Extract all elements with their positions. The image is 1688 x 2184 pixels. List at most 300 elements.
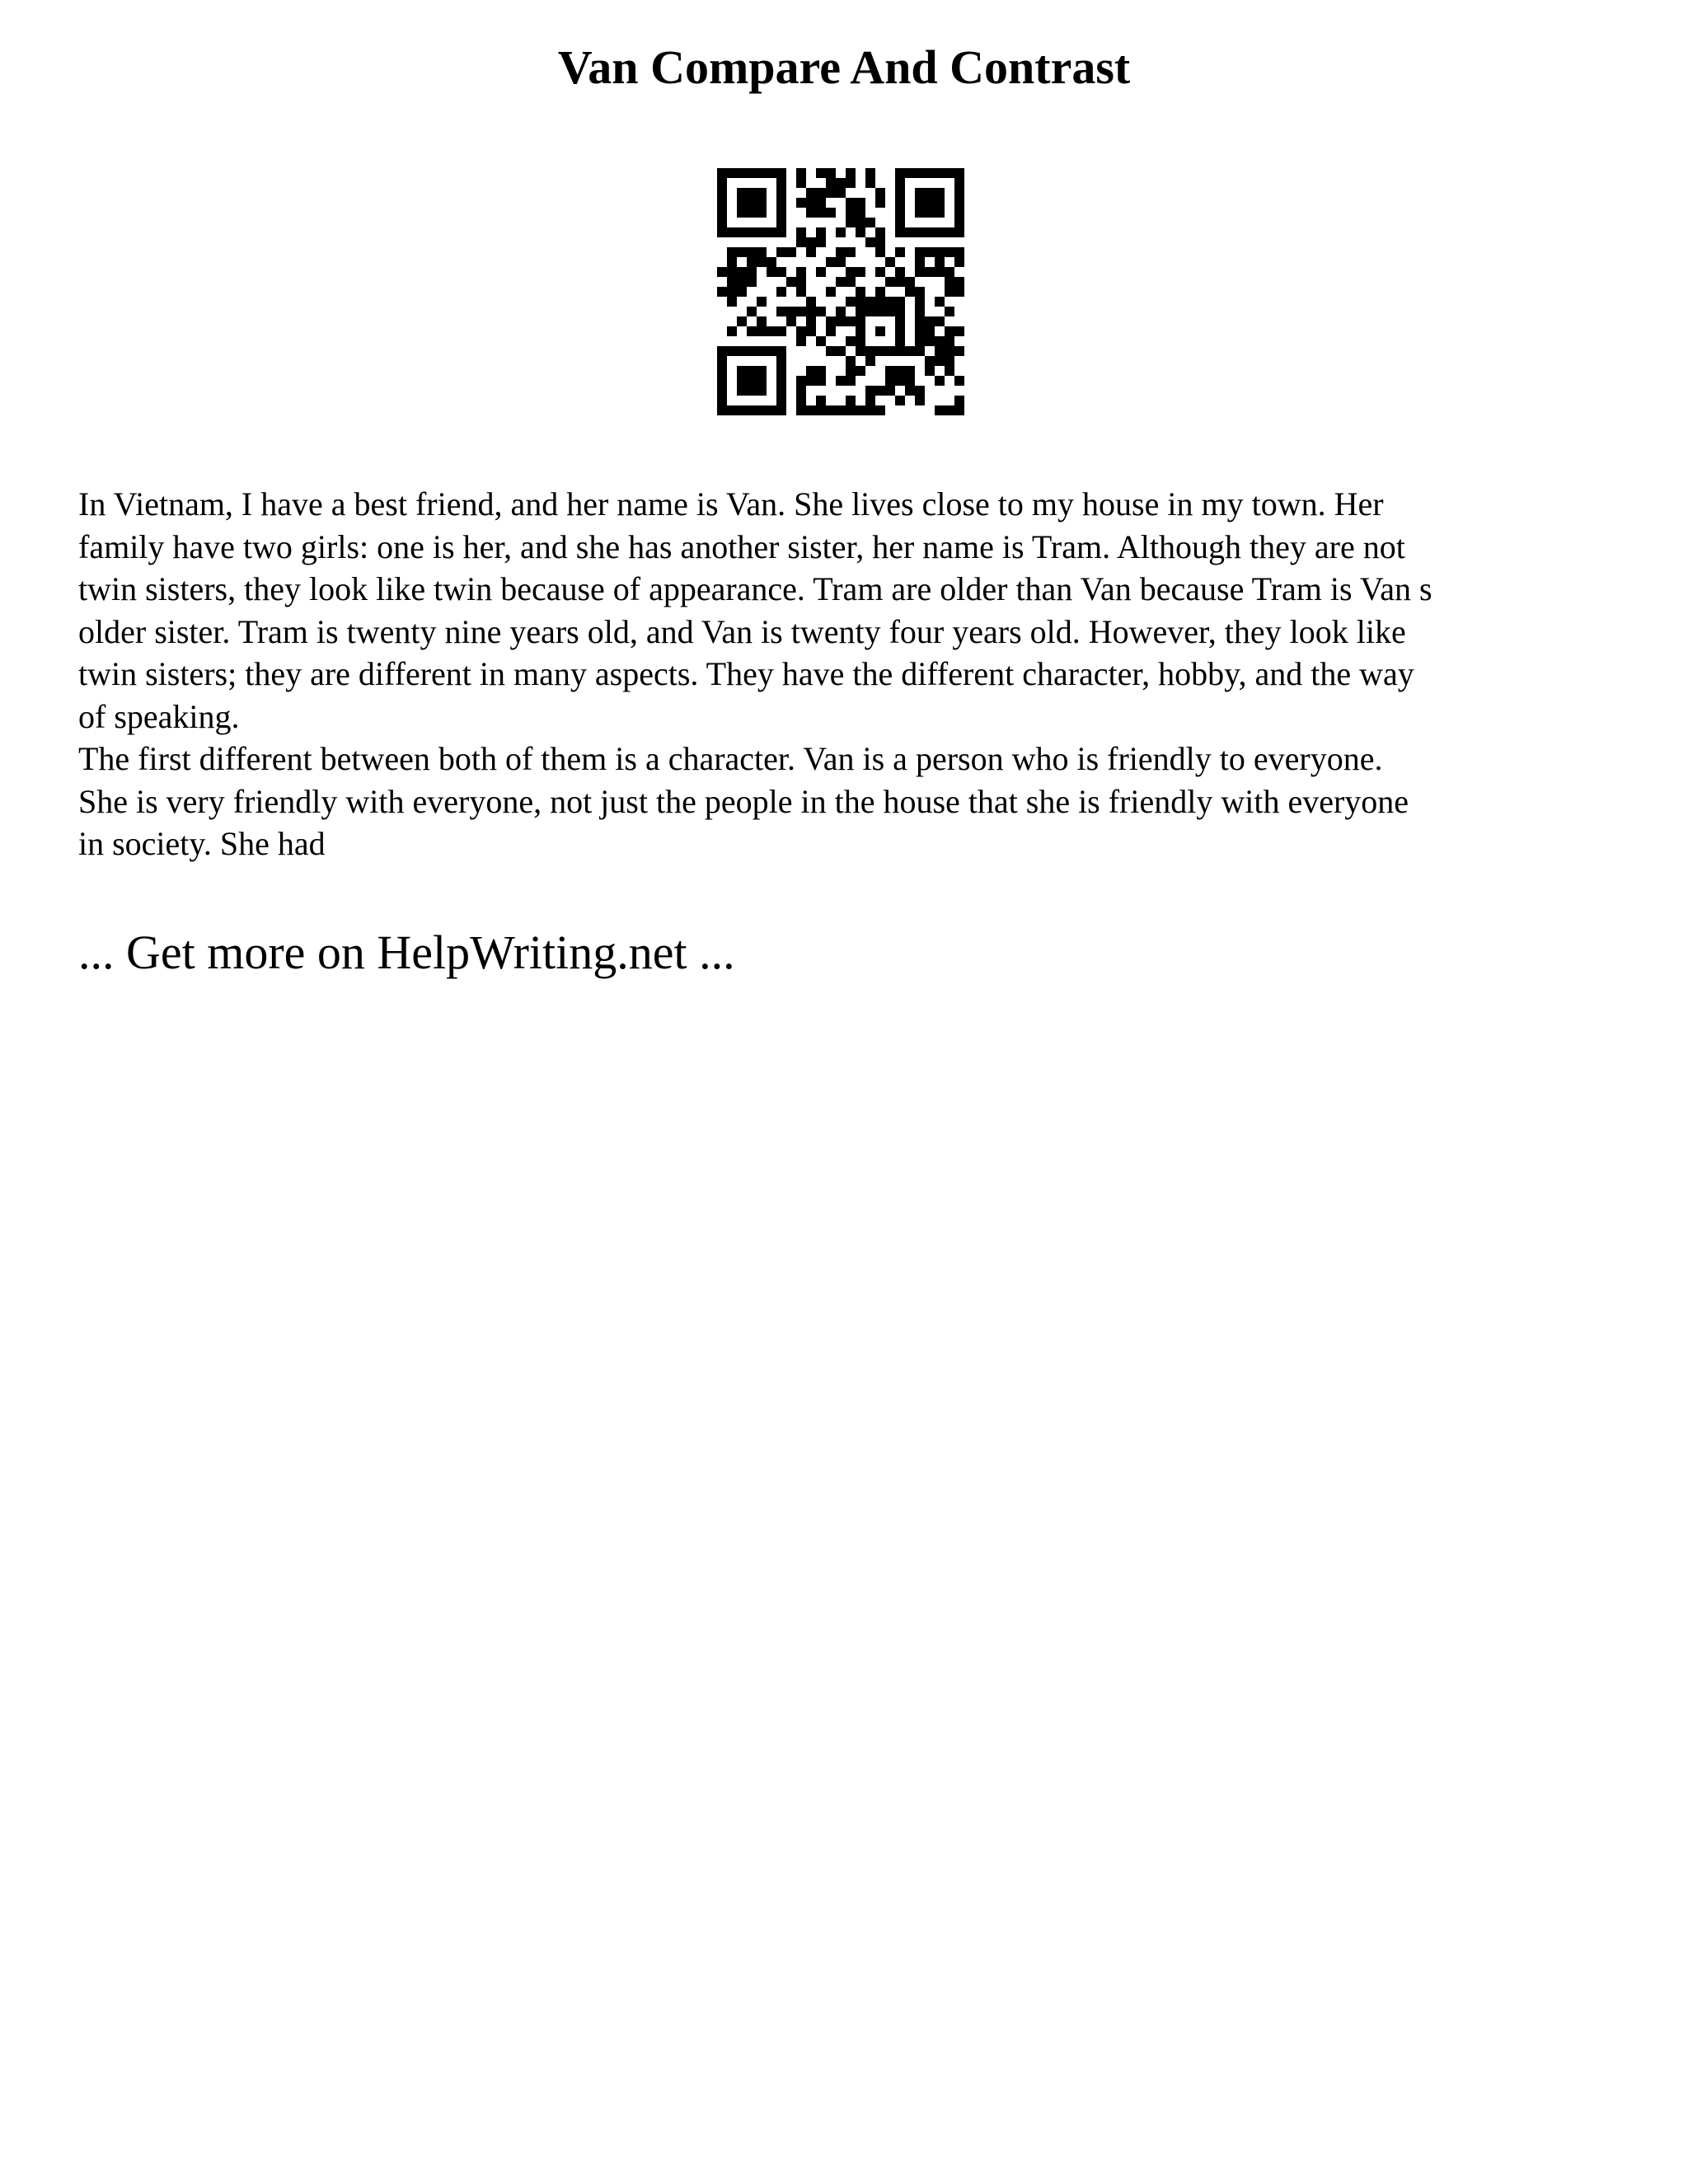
qr-module bbox=[915, 307, 925, 316]
qr-module bbox=[856, 336, 865, 346]
qr-module bbox=[915, 336, 925, 346]
qr-module bbox=[727, 247, 737, 257]
qr-module bbox=[925, 336, 935, 346]
qr-module bbox=[895, 396, 905, 405]
qr-module bbox=[905, 277, 915, 287]
qr-module bbox=[846, 405, 856, 415]
qr-module bbox=[727, 346, 737, 356]
qr-module bbox=[836, 316, 846, 326]
qr-module bbox=[895, 267, 905, 277]
qr-module bbox=[895, 297, 905, 307]
qr-module bbox=[954, 178, 964, 188]
qr-module bbox=[786, 277, 796, 287]
qr-module bbox=[796, 386, 806, 396]
qr-module bbox=[737, 208, 747, 218]
qr-module bbox=[757, 247, 767, 257]
qr-module bbox=[816, 307, 826, 316]
qr-module bbox=[905, 366, 915, 376]
qr-module bbox=[905, 376, 915, 386]
qr-module bbox=[796, 287, 806, 297]
qr-module bbox=[875, 326, 885, 336]
qr-module bbox=[747, 247, 757, 257]
qr-module bbox=[885, 346, 895, 356]
qr-module bbox=[895, 247, 905, 257]
qr-module bbox=[806, 405, 816, 415]
qr-module bbox=[776, 287, 786, 297]
qr-module bbox=[935, 188, 945, 198]
qr-module bbox=[737, 198, 747, 208]
qr-module bbox=[945, 267, 954, 277]
qr-module bbox=[737, 168, 747, 178]
qr-module bbox=[806, 307, 816, 316]
qr-module bbox=[915, 257, 925, 267]
qr-module bbox=[856, 316, 865, 326]
qr-module bbox=[776, 326, 786, 336]
qr-code[interactable] bbox=[717, 168, 964, 415]
qr-module bbox=[954, 277, 964, 287]
qr-module bbox=[727, 287, 737, 297]
qr-module bbox=[796, 336, 806, 346]
qr-module bbox=[776, 227, 786, 237]
qr-module bbox=[776, 386, 786, 396]
qr-module bbox=[757, 168, 767, 178]
qr-module bbox=[865, 386, 875, 396]
qr-module bbox=[776, 168, 786, 178]
qr-module bbox=[925, 208, 935, 218]
qr-module bbox=[717, 287, 727, 297]
qr-module bbox=[935, 316, 945, 326]
qr-module bbox=[826, 316, 836, 326]
qr-module bbox=[945, 346, 954, 356]
qr-module bbox=[875, 297, 885, 307]
qr-module bbox=[935, 376, 945, 386]
qr-module bbox=[816, 188, 826, 198]
qr-module bbox=[737, 376, 747, 386]
qr-module bbox=[846, 376, 856, 386]
qr-module bbox=[846, 297, 856, 307]
qr-module bbox=[935, 257, 945, 267]
qr-module bbox=[826, 326, 836, 336]
qr-module bbox=[717, 188, 727, 198]
qr-module bbox=[767, 405, 776, 415]
qr-module bbox=[757, 198, 767, 208]
qr-module bbox=[865, 396, 875, 405]
qr-module bbox=[757, 386, 767, 396]
qr-module bbox=[757, 297, 767, 307]
qr-module bbox=[865, 346, 875, 356]
qr-module bbox=[737, 366, 747, 376]
qr-module bbox=[727, 297, 737, 307]
qr-module bbox=[954, 405, 964, 415]
qr-module bbox=[895, 307, 905, 316]
qr-module bbox=[727, 267, 737, 277]
qr-module bbox=[737, 277, 747, 287]
qr-module bbox=[945, 336, 954, 346]
qr-module bbox=[816, 168, 826, 178]
qr-module bbox=[727, 277, 737, 287]
qr-module bbox=[915, 247, 925, 257]
qr-module bbox=[836, 188, 846, 198]
qr-module bbox=[856, 198, 865, 208]
qr-module bbox=[856, 307, 865, 316]
qr-module bbox=[915, 396, 925, 405]
qr-module bbox=[856, 405, 865, 415]
qr-module bbox=[717, 218, 727, 227]
qr-module bbox=[717, 198, 727, 208]
qr-module bbox=[935, 227, 945, 237]
qr-module bbox=[757, 346, 767, 356]
body-paragraph: In Vietnam, I have a best friend, and her name is Van. She lives close to my house in my town. Her family have two girls: one is her, and she has another sister, her name is Tram. Although they are not twin sisters, they look like twin because of appearance. Tram are older than Van because Tram is Van s older sister. Tram is twenty nine years old, and Van is twenty four years old. However, they look like twin sisters; they are different in many aspects. They have the different character, hobby, and the way of speaking. The first different between both of them is a character. Van is a person who is friendly to everyone. She is very friendly with everyone, not just the people in the house that she is friendly with everyone in society. She had bbox=[78, 485, 1432, 862]
qr-module bbox=[776, 405, 786, 415]
qr-module bbox=[747, 326, 757, 336]
qr-module bbox=[954, 247, 964, 257]
qr-module bbox=[717, 366, 727, 376]
qr-module bbox=[875, 237, 885, 247]
qr-module bbox=[875, 188, 885, 198]
qr-module bbox=[935, 247, 945, 257]
qr-module bbox=[875, 405, 885, 415]
qr-module bbox=[776, 366, 786, 376]
qr-module bbox=[747, 168, 757, 178]
qr-module bbox=[836, 277, 846, 287]
qr-module bbox=[826, 405, 836, 415]
qr-module bbox=[865, 405, 875, 415]
qr-module bbox=[925, 188, 935, 198]
qr-module bbox=[865, 297, 875, 307]
qr-module bbox=[895, 316, 905, 326]
qr-module bbox=[846, 198, 856, 208]
qr-module bbox=[727, 257, 737, 267]
qr-module bbox=[925, 326, 935, 336]
qr-module bbox=[806, 376, 816, 386]
qr-module bbox=[954, 168, 964, 178]
qr-module bbox=[935, 346, 945, 356]
qr-module bbox=[945, 307, 954, 316]
qr-module bbox=[915, 346, 925, 356]
qr-module bbox=[717, 356, 727, 366]
qr-module bbox=[806, 316, 816, 326]
qr-module bbox=[796, 237, 806, 247]
qr-module bbox=[875, 307, 885, 316]
qr-module bbox=[935, 336, 945, 346]
qr-module bbox=[846, 277, 856, 287]
qr-module bbox=[846, 336, 856, 346]
qr-module bbox=[895, 277, 905, 287]
qr-module bbox=[836, 227, 846, 237]
qr-module bbox=[737, 346, 747, 356]
qr-module bbox=[846, 218, 856, 227]
qr-module bbox=[776, 208, 786, 218]
qr-module bbox=[737, 267, 747, 277]
qr-module bbox=[757, 316, 767, 326]
qr-module bbox=[816, 366, 826, 376]
qr-module bbox=[895, 346, 905, 356]
qr-module bbox=[885, 277, 895, 287]
qr-module bbox=[954, 188, 964, 198]
qr-module bbox=[776, 267, 786, 277]
qr-module bbox=[895, 227, 905, 237]
qr-module bbox=[885, 307, 895, 316]
qr-module bbox=[796, 396, 806, 405]
qr-module bbox=[717, 396, 727, 405]
qr-module bbox=[737, 188, 747, 198]
qr-module bbox=[806, 208, 816, 218]
get-more-link[interactable]: ... Get more on HelpWriting.net ... bbox=[78, 926, 735, 979]
qr-module bbox=[816, 376, 826, 386]
qr-module bbox=[776, 396, 786, 405]
qr-module bbox=[945, 356, 954, 366]
qr-module bbox=[717, 208, 727, 218]
qr-module bbox=[816, 227, 826, 237]
qr-module bbox=[737, 287, 747, 297]
qr-module bbox=[875, 287, 885, 297]
qr-module bbox=[796, 405, 806, 415]
qr-module bbox=[816, 237, 826, 247]
qr-module bbox=[767, 326, 776, 336]
qr-module bbox=[905, 227, 915, 237]
qr-module bbox=[954, 326, 964, 336]
qr-module bbox=[747, 405, 757, 415]
qr-module bbox=[776, 218, 786, 227]
qr-module bbox=[737, 316, 747, 326]
qr-module bbox=[737, 227, 747, 237]
qr-module bbox=[757, 376, 767, 386]
qr-module bbox=[826, 287, 836, 297]
qr-module bbox=[836, 346, 846, 356]
qr-module bbox=[796, 198, 806, 208]
qr-module bbox=[895, 326, 905, 336]
qr-module bbox=[875, 386, 885, 396]
qr-module bbox=[945, 366, 954, 376]
qr-module bbox=[954, 346, 964, 356]
qr-module bbox=[856, 208, 865, 218]
qr-module bbox=[895, 218, 905, 227]
qr-module bbox=[856, 297, 865, 307]
qr-module bbox=[915, 287, 925, 297]
qr-module bbox=[915, 198, 925, 208]
qr-module bbox=[747, 267, 757, 277]
qr-module bbox=[915, 227, 925, 237]
qr-module bbox=[856, 287, 865, 297]
qr-module bbox=[945, 247, 954, 257]
qr-module bbox=[925, 168, 935, 178]
qr-module bbox=[846, 396, 856, 405]
qr-module bbox=[836, 405, 846, 415]
qr-module bbox=[925, 356, 935, 366]
qr-module bbox=[806, 366, 816, 376]
qr-module bbox=[895, 178, 905, 188]
qr-module bbox=[865, 168, 875, 178]
qr-module bbox=[875, 247, 885, 257]
qr-module bbox=[796, 326, 806, 336]
qr-module bbox=[776, 356, 786, 366]
qr-module bbox=[856, 346, 865, 356]
qr-module bbox=[776, 198, 786, 208]
qr-module bbox=[935, 297, 945, 307]
qr-module bbox=[767, 257, 776, 267]
qr-module bbox=[865, 307, 875, 316]
qr-module bbox=[767, 346, 776, 356]
qr-module bbox=[786, 316, 796, 326]
qr-module bbox=[895, 336, 905, 346]
qr-module bbox=[816, 208, 826, 218]
qr-module bbox=[954, 198, 964, 208]
qr-module bbox=[816, 396, 826, 405]
qr-module bbox=[717, 405, 727, 415]
qr-module bbox=[846, 356, 856, 366]
qr-module bbox=[776, 346, 786, 356]
qr-module bbox=[945, 405, 954, 415]
qr-module bbox=[875, 198, 885, 208]
qr-module bbox=[747, 277, 757, 287]
qr-module bbox=[826, 168, 836, 178]
qr-module bbox=[935, 356, 945, 366]
qr-module bbox=[945, 277, 954, 287]
qr-module bbox=[915, 188, 925, 198]
qr-code-icon bbox=[717, 168, 964, 415]
qr-module bbox=[776, 307, 786, 316]
qr-module bbox=[737, 405, 747, 415]
qr-module bbox=[875, 267, 885, 277]
qr-module bbox=[786, 247, 796, 257]
qr-module bbox=[945, 287, 954, 297]
qr-module bbox=[954, 218, 964, 227]
qr-module bbox=[954, 287, 964, 297]
qr-module bbox=[836, 257, 846, 267]
qr-module bbox=[925, 366, 935, 376]
qr-module bbox=[816, 267, 826, 277]
qr-module bbox=[856, 218, 865, 227]
qr-module bbox=[747, 257, 757, 267]
qr-module bbox=[776, 188, 786, 198]
qr-module bbox=[925, 247, 935, 257]
qr-module bbox=[945, 227, 954, 237]
qr-module bbox=[915, 316, 925, 326]
qr-module bbox=[757, 366, 767, 376]
qr-module bbox=[905, 168, 915, 178]
qr-module bbox=[915, 297, 925, 307]
qr-module bbox=[757, 227, 767, 237]
qr-module bbox=[717, 267, 727, 277]
qr-module bbox=[856, 227, 865, 237]
qr-module bbox=[796, 376, 806, 386]
qr-module bbox=[935, 267, 945, 277]
qr-module bbox=[757, 326, 767, 336]
qr-module bbox=[826, 208, 836, 218]
qr-module bbox=[796, 267, 806, 277]
qr-module bbox=[935, 198, 945, 208]
qr-module bbox=[747, 376, 757, 386]
qr-module bbox=[816, 336, 826, 346]
qr-module bbox=[776, 178, 786, 188]
qr-module bbox=[747, 366, 757, 376]
qr-module bbox=[846, 208, 856, 218]
qr-module bbox=[895, 366, 905, 376]
qr-module bbox=[925, 316, 935, 326]
qr-module bbox=[796, 178, 806, 188]
qr-module bbox=[954, 376, 964, 386]
qr-module bbox=[826, 257, 836, 267]
qr-module bbox=[885, 366, 895, 376]
qr-module bbox=[747, 346, 757, 356]
qr-module bbox=[925, 198, 935, 208]
qr-module bbox=[935, 168, 945, 178]
qr-module bbox=[727, 326, 737, 336]
qr-module bbox=[935, 208, 945, 218]
qr-module bbox=[865, 218, 875, 227]
qr-module bbox=[846, 366, 856, 376]
qr-module bbox=[954, 227, 964, 237]
qr-module bbox=[767, 267, 776, 277]
page-title: Van Compare And Contrast bbox=[557, 40, 1131, 94]
qr-module bbox=[806, 326, 816, 336]
qr-module bbox=[727, 227, 737, 237]
qr-module bbox=[865, 356, 875, 366]
qr-module bbox=[747, 188, 757, 198]
qr-module bbox=[806, 237, 816, 247]
qr-module bbox=[846, 267, 856, 277]
qr-module bbox=[885, 257, 895, 267]
qr-module bbox=[954, 257, 964, 267]
qr-module bbox=[856, 326, 865, 336]
qr-module bbox=[905, 386, 915, 396]
qr-module bbox=[747, 227, 757, 237]
qr-module bbox=[796, 168, 806, 178]
qr-module bbox=[954, 208, 964, 218]
qr-module bbox=[895, 198, 905, 208]
qr-module bbox=[727, 405, 737, 415]
qr-module bbox=[717, 346, 727, 356]
qr-module bbox=[846, 316, 856, 326]
qr-module bbox=[757, 208, 767, 218]
qr-module bbox=[776, 376, 786, 386]
qr-module bbox=[885, 386, 895, 396]
qr-module bbox=[895, 188, 905, 198]
qr-module bbox=[737, 247, 747, 257]
qr-module bbox=[826, 346, 836, 356]
qr-module bbox=[717, 178, 727, 188]
qr-module bbox=[875, 227, 885, 237]
qr-module bbox=[816, 198, 826, 208]
qr-module bbox=[717, 227, 727, 237]
qr-module bbox=[915, 386, 925, 396]
qr-module bbox=[885, 376, 895, 386]
qr-module bbox=[945, 326, 954, 336]
qr-module bbox=[895, 168, 905, 178]
qr-module bbox=[905, 287, 915, 297]
qr-module bbox=[915, 326, 925, 336]
qr-module bbox=[895, 376, 905, 386]
qr-module bbox=[846, 168, 856, 178]
qr-module bbox=[757, 188, 767, 198]
qr-module bbox=[865, 237, 875, 247]
qr-module bbox=[717, 376, 727, 386]
qr-module bbox=[806, 297, 816, 307]
qr-module bbox=[836, 247, 846, 257]
qr-module bbox=[747, 208, 757, 218]
qr-module bbox=[757, 257, 767, 267]
qr-module bbox=[895, 208, 905, 218]
qr-module bbox=[865, 178, 875, 188]
qr-module bbox=[826, 188, 836, 198]
qr-module bbox=[945, 168, 954, 178]
qr-module bbox=[757, 405, 767, 415]
qr-module bbox=[747, 307, 757, 316]
qr-module bbox=[796, 277, 806, 287]
qr-module bbox=[905, 346, 915, 356]
qr-module bbox=[935, 405, 945, 415]
qr-module bbox=[915, 168, 925, 178]
